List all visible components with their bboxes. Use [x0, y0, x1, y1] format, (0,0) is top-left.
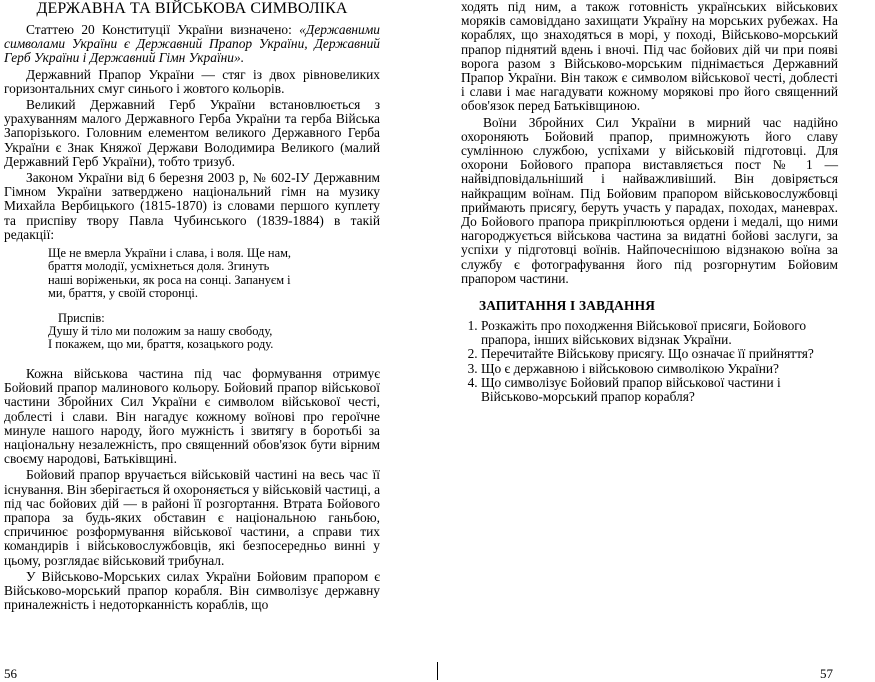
anthem-poem: [48, 247, 380, 364]
paragraph-flag-custody: Бойовий прапор вручається військовій частині на весь час її існування. Він зберігається й охороняється у військовій частиці, а під час бойових дій — в районі її розгортання. Втрата Бойового прапора за будь-яких обставин є національною ганьбою, спричинює розформування військової частини, а справи тих командирів і військовослужбовців, які безпосередньо винні у цьому, розглядає військовий трибунал.: [4, 467, 381, 568]
question-item: 4. Що символізує Бойовий прапор військової частини і Військово-морський прапор корабля?: [481, 376, 838, 404]
question-item: 2. Перечитайте Військову присягу. Що означає її прийняття?: [481, 347, 838, 361]
paragraph-coat-of-arms: Великий Державний Герб України встановлюється з урахуванням малого Державного Герба України та герба Війська Запорізького. Головним елементом великого Державного Герба України є Знак Княжої Держави Володимира Великого (малий Державний Герб України), тобто тризуб.: [4, 97, 380, 169]
paragraph-flag: Державний Прапор України — стяг із двох рівновеликих горизонтальних смуг синього і жовтого кольорів.: [4, 66, 380, 96]
questions-list: [461, 319, 838, 404]
poem-line: наші воріженьки, як роса на сонці. Запануєм і: [48, 272, 291, 287]
poem-chorus-title: Приспів:: [58, 310, 105, 325]
page-number-right: 57: [820, 666, 833, 681]
page-number-left: 56: [4, 666, 17, 681]
poem-line: Ще не вмерла України і слава, і воля. Ще нам,: [48, 246, 292, 261]
questions-heading: ЗАПИТАННЯ І ЗАВДАННЯ: [479, 298, 656, 314]
page-divider: [437, 662, 438, 680]
paragraph-navy-flag-continued: ходять під ним, а також готовність українських військових моряків самовіддано захищати Україну на морських рубежах. На кораблях, що знаходяться в морі, у поході, Військово-морський прапор піднятий вдень і вночі. Під час бойових дій чи при появі ворога разом з Військово-морським піднімається Державний Прапор України. Він також є символом військової честі, доблесті і слави і має нагадувати кожному морякові про його священний обов'язок перед Батьківщиною.: [461, 0, 838, 114]
right-page-column: [461, 0, 838, 404]
left-page-column: [4, 0, 380, 614]
paragraph-anthem-law: Законом України від 6 березня 2003 р, № 602-ІУ Державним Гімном України затверджено національний гімн на музику Михайла Вербицького (1815-1870) із словами першого куплету та приспіву твору Павла Чубинського (1839-1884) в такій редакції:: [4, 170, 380, 242]
poem-line: І покажем, що ми, браття, козацького роду.: [48, 337, 274, 352]
question-item: 3. Що є державною і військовою символікою України?: [481, 362, 838, 376]
poem-line: Душу й тіло ми положим за нашу свободу,: [48, 324, 273, 339]
page-title: ДЕРЖАВНА ТА ВІЙСЬКОВА СИМВОЛІКА: [36, 0, 348, 17]
paragraph-navy-flag: У Військово-Морських силах України Бойовим прапором є Військово-морський прапор корабля. Він символізує державну приналежність і недоторканність кораблів, що: [4, 568, 380, 613]
question-item: 1. Розкажіть про походження Військової присяги, Бойового прапора, інших військових відзнак України.: [481, 319, 838, 347]
paragraph-constitution: [4, 23, 380, 66]
poem-line: ми, браття, у своїй сторонці.: [48, 286, 198, 301]
paragraph-battle-flag: Кожна військова частина під час формування отримує Бойовий прапор малинового кольору. Бойовий прапор військової частини Збройних Сил України є символом військової честі, доблесті і слави. Він нагадує кожному воїнові про героїчне минуле нашого народу, його мужність і звитягу в боротьбі за національну незалежність, про священний обов'язок бути вірним своєму народові, Батьківщині.: [4, 365, 380, 467]
paragraph-lead: Статтею 20 Конституції України визначено:: [26, 22, 300, 37]
paragraph-flag-guard: Воїни Збройних Сил України в мирний час надійно охороняють Бойовий прапор, примножують його славу сумлінною службою, успіхами у військовій підготовці. Для охорони Бойового прапора виставляється пост № 1 — найвідповідальніший і найважливіший. Він довіряється найкращим воїнам. Під Бойовим прапором військовослужбовці приймають присягу, беруть участь у парадах, походах, маневрах. До Бойового прапора прикріплюються ордени і медалі, що ними нагороджується військова частина за видатні бойові заслуги, за успіхи у підготовці воїнів. Найпочеснішою відзнакою воїна за службу є фотографування його під розгорнутим Бойовим прапором частини.: [461, 114, 838, 286]
poem-line: браття молодії, усміхнеться доля. Згинуть: [48, 259, 270, 274]
constitution-quote: «Державними символами України є Державний Прапор України, Державний Герб України і Державний Гімн України».: [4, 22, 380, 66]
